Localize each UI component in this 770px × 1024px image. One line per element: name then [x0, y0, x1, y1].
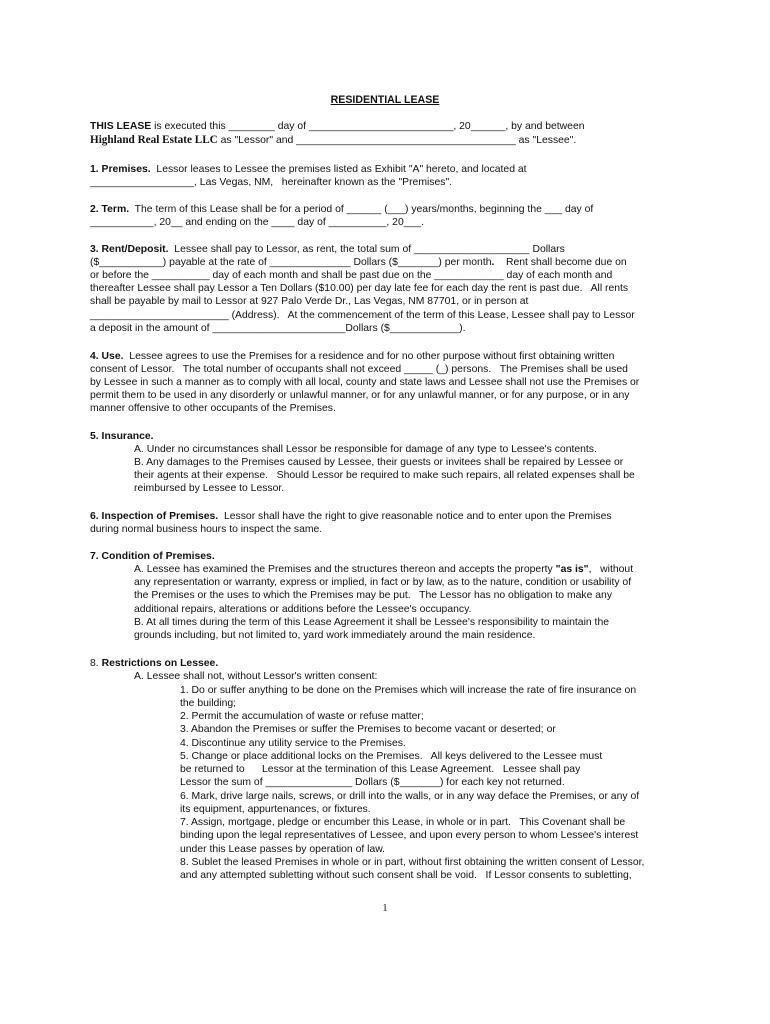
restriction-2: 2. Permit the accumulation of waste or refuse matter; [180, 711, 424, 722]
section-3-text: Lessee shall pay to Lessor, as rent, the total sum of ____________________ Dollars [168, 244, 565, 255]
section-7-line-1 [134, 563, 633, 576]
section-8-heading: Restrictions on Lessee. [101, 658, 219, 669]
document-title: RESIDENTIAL LEASE [330, 94, 440, 106]
section-6-line-1 [90, 510, 612, 523]
restriction-1: 1. Do or suffer anything to be done on the Premises which will increase the rate of fire insurance on [180, 685, 637, 696]
intro-text: is executed this ________ day of _________________________, 20______, by and between [151, 121, 585, 132]
section-4-heading: 4. Use. [90, 351, 124, 362]
section-6-text: Lessor shall have the right to give reasonable notice and to enter upon the Premises [218, 511, 612, 522]
section-1-heading: 1. Premises. [90, 164, 151, 175]
restriction-8-cont: and any attempted subletting without such consent shall be void. If Lessor consents to subletting, [180, 870, 632, 881]
lessor-name: Highland Real Estate LLC [90, 134, 218, 146]
restriction-6: 6. Mark, drive large nails, screws, or drill into the walls, or in any way deface the Premises, or any of [180, 791, 640, 802]
section-2-heading: 2. Term. [90, 204, 130, 215]
section-8-heading-line [90, 657, 218, 670]
intro-line-2 [90, 134, 576, 147]
section-7-text-1c: , without [588, 564, 634, 575]
section-8-intro: A. Lessee shall not, without Lessor's written consent: [134, 671, 378, 682]
section-3-line-3: or before the __________ day of each month and shall be past due on the ____________ day of each month and [90, 270, 613, 281]
as-is-phrase: "as is" [555, 564, 589, 575]
section-8-number: 8. [90, 658, 102, 669]
section-6-heading: 6. Inspection of Premises. [90, 511, 219, 522]
section-7-heading: 7. Condition of Premises. [90, 551, 215, 562]
section-7-line-6: grounds including, but not limited to, yard work immediately around the main residence. [134, 630, 536, 641]
section-3-line-1 [90, 243, 565, 256]
section-7-line-3: the Premises or the uses to which the Premises may be put. The Lessor has no obligation to make any [134, 590, 613, 601]
restriction-7: 7. Assign, mortgage, pledge or encumber this Lease, in whole or in part. This Covenant shall be [180, 817, 626, 828]
section-3-text-2b: . [491, 257, 495, 268]
section-4-text: Lessee agrees to use the Premises for a residence and for no other purpose without first obtaining written [123, 351, 615, 362]
restriction-5-cont: be returned to Lessor at the termination of this Lease Agreement. Lessee shall pay [180, 764, 581, 775]
intro-lead: THIS LEASE [90, 121, 152, 132]
section-3-line-6: ________________________ (Address). At the commencement of the term of this Lease, Lessee shall pay to Lessor [90, 310, 635, 321]
restriction-1-cont: the building; [180, 698, 237, 709]
section-1-text: Lessor leases to Lessee the premises listed as Exhibit "A" hereto, and located at [150, 164, 527, 175]
section-4-line-5: manner offensive to other occupants of the Premises. [90, 403, 336, 414]
section-3-line-7: a deposit in the amount of _______________________Dollars ($____________). [90, 323, 466, 334]
section-1-line-1 [90, 163, 527, 176]
section-7-text-1a: A. Lessee has examined the Premises and the structures thereon and accepts the property [134, 564, 556, 575]
restriction-5: 5. Change or place additional locks on the Premises. All keys delivered to the Lessee must [180, 751, 603, 762]
section-7-line-2: any representation or warranty, express or implied, in fact or by law, as to the nature, condition or usability of [134, 577, 632, 588]
restriction-7-cont: binding upon the legal representatives of Lessee, and upon every person to whom Lessee's interest [180, 830, 639, 841]
restriction-3: 3. Abandon the Premises or suffer the Premises to become vacant or deserted; or [180, 724, 556, 735]
section-1-line-2: __________________, Las Vegas, NM, hereinafter known as the "Premises". [90, 177, 453, 188]
restriction-5-cont-2: Lessor the sum of _______________ Dollars ($_______) for each key not returned. [180, 777, 565, 788]
section-5-line-1: A. Under no circumstances shall Lessor be responsible for damage of any type to Lessee's contents. [134, 444, 597, 455]
restriction-4: 4. Discontinue any utility service to the Premises. [180, 738, 406, 749]
restriction-8: 8. Sublet the leased Premises in whole or in part, without first obtaining the written consent of Lessor, [180, 857, 645, 868]
section-2-line-2: ___________, 20__ and ending on the ____ day of __________, 20___. [90, 217, 424, 228]
page-number: 1 [382, 903, 388, 914]
restriction-7-cont-2: under this Lease passes by operation of law. [180, 844, 386, 855]
section-4-line-1 [90, 350, 614, 363]
section-3-text-2c: Rent shall become due on [494, 257, 627, 268]
section-5-line-2: B. Any damages to the Premises caused by Lessee, their guests or invitees shall be repaired by Lessee or [134, 457, 624, 468]
section-5-heading: 5. Insurance. [90, 431, 154, 442]
section-3-line-5: shall be payable by mail to Lessor at 927 Palo Verde Dr., Las Vegas, NM 87701, or in person at [90, 296, 529, 307]
restriction-6-cont: its equipment, appurtenances, or fixtures. [180, 804, 371, 815]
section-2-line-1 [90, 203, 593, 216]
section-6-line-2: during normal business hours to inspect the same. [90, 524, 323, 535]
section-3-text-2a: ($___________) payable at the rate of ______________ Dollars ($_______) per month [90, 257, 492, 268]
section-4-line-2: consent of Lessor. The total number of occupants shall not exceed _____ (_) persons. The Premises shall be used [90, 364, 628, 375]
section-4-line-3: by Lessee in such a manner as to comply with all local, county and state laws and Lessee shall not use the Premises or [90, 377, 640, 388]
section-4-line-4: permit them to be used in any disorderly or unlawful manner, or for any unlawful manner, or for any purpose, or in any [90, 390, 630, 401]
section-7-line-5: B. At all times during the term of this Lease Agreement it shall be Lessee's responsibility to maintain the [134, 617, 610, 628]
intro-text-2: as "Lessor" and ______________________________________ as "Lessee". [217, 135, 577, 146]
intro-line-1 [90, 120, 585, 133]
section-2-text: The term of this Lease shall be for a period of ______ (___) years/months, beginning the ___ day of [129, 204, 594, 215]
section-7-line-4: additional repairs, alterations or additions before the Lessee's occupancy. [134, 604, 472, 615]
section-3-line-4: thereafter Lessee shall pay Lessor a Ten Dollars ($10.00) per day late fee for each day the rent is past due. All rents [90, 283, 629, 294]
section-5-line-4: reimbursed by Lessee to Lessor. [134, 483, 285, 494]
section-3-line-2 [90, 256, 627, 269]
section-3-heading: 3. Rent/Deposit. [90, 244, 169, 255]
section-5-line-3: their agents at their expense. Should Lessor be required to make such repairs, all related expenses shall be [134, 470, 635, 481]
